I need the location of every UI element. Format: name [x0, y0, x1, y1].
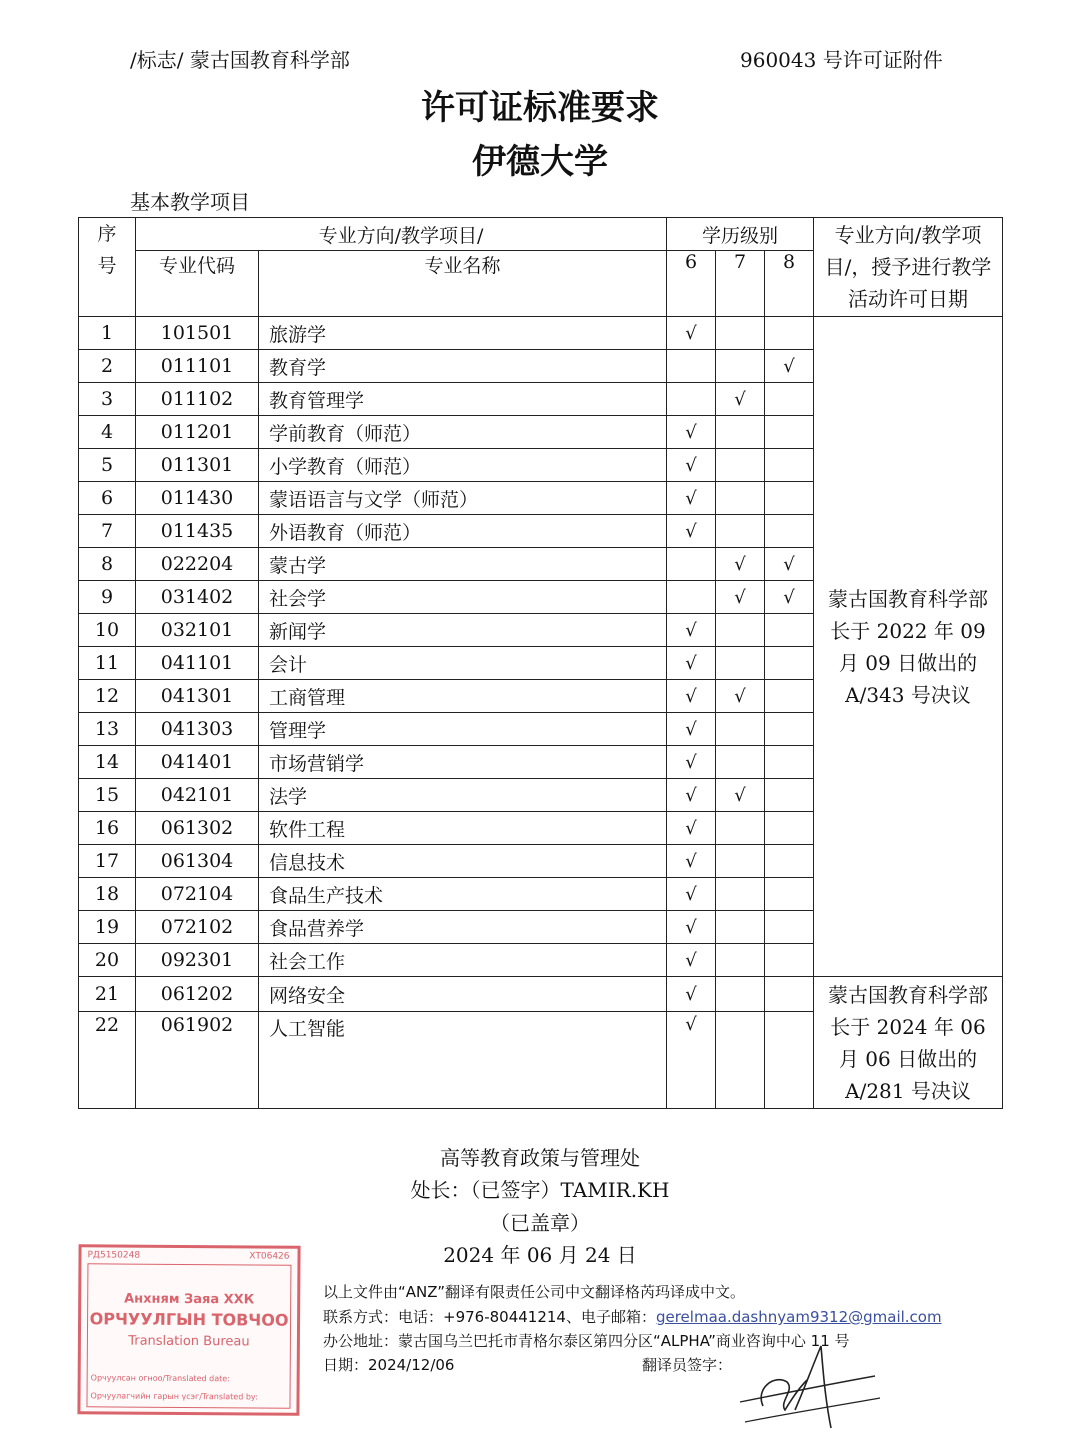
row-code: 061302 — [136, 812, 259, 845]
header-left: /标志/ 蒙古国教育科学部 — [130, 48, 350, 72]
stamp-company: Анхням Заяа ХХК — [124, 1291, 255, 1308]
contact-label: 联系方式：电话：+976-80441214、电子邮箱： — [323, 1308, 656, 1326]
stamp-date-line: Орчуулсан огноо/Translated date: — [90, 1373, 230, 1384]
row-code: 011102 — [136, 383, 259, 416]
row-code: 031402 — [136, 581, 259, 614]
university-name: 伊德大学 — [472, 142, 608, 182]
row-name: 小学教育（师范） — [259, 449, 667, 482]
row-level-6: √ — [667, 317, 716, 350]
row-name: 新闻学 — [259, 614, 667, 647]
row-level-6: √ — [667, 515, 716, 548]
row-level-8 — [765, 680, 814, 713]
translation-contact — [323, 1306, 942, 1327]
row-level-8 — [765, 449, 814, 482]
row-level-7 — [716, 614, 765, 647]
row-level-6: √ — [667, 845, 716, 878]
row-code: 011430 — [136, 482, 259, 515]
stamp-num-right: ХТ06426 — [249, 1251, 290, 1262]
row-no: 20 — [79, 944, 136, 977]
row-level-7 — [716, 416, 765, 449]
row-level-8 — [765, 515, 814, 548]
email-link[interactable]: gerelmaa.dashnyam9312@gmail.com — [655, 1308, 942, 1326]
row-code: 101501 — [136, 317, 259, 350]
row-name: 蒙古学 — [259, 548, 667, 581]
row-no: 13 — [79, 713, 136, 746]
row-level-6: √ — [667, 680, 716, 713]
section-label: 基本教学项目 — [130, 190, 250, 214]
row-no: 17 — [79, 845, 136, 878]
translation-date: 日期：2024/12/06 — [323, 1356, 455, 1374]
row-code: 022204 — [136, 548, 259, 581]
row-no: 11 — [79, 647, 136, 680]
header-no-line2: 号 — [97, 255, 117, 277]
row-level-8 — [765, 317, 814, 350]
row-code: 032101 — [136, 614, 259, 647]
row-name: 会计 — [259, 647, 667, 680]
approval-date-group-1: 蒙古国教育科学部长于 2022 年 09 月 09 日做出的 A/343 号决议 — [814, 317, 1003, 977]
translation-stamp — [77, 1244, 300, 1416]
header-name: 专业名称 — [259, 251, 667, 317]
approval-date-group-2: 蒙古国教育科学部长于 2024 年 06 月 06 日做出的 A/281 号决议 — [814, 977, 1003, 1109]
header-date: 专业方向/教学项目/，授予进行教学活动许可日期 — [814, 218, 1003, 317]
row-level-7 — [716, 482, 765, 515]
row-level-8 — [765, 746, 814, 779]
row-level-7: √ — [716, 548, 765, 581]
row-level-6 — [667, 581, 716, 614]
footer-date: 2024 年 06 月 24 日 — [443, 1243, 637, 1267]
signer-label: 翻译员签字： — [642, 1356, 733, 1374]
row-level-7 — [716, 812, 765, 845]
row-code: 041401 — [136, 746, 259, 779]
row-level-8 — [765, 416, 814, 449]
row-code: 041101 — [136, 647, 259, 680]
row-level-8: √ — [765, 581, 814, 614]
document-title: 许可证标准要求 — [421, 88, 659, 128]
row-level-8: √ — [765, 350, 814, 383]
footer-sealed: （已盖章） — [490, 1211, 590, 1235]
row-level-7: √ — [716, 581, 765, 614]
row-code: 011435 — [136, 515, 259, 548]
row-level-8 — [765, 944, 814, 977]
row-level-8 — [765, 383, 814, 416]
row-name: 社会工作 — [259, 944, 667, 977]
row-level-7 — [716, 911, 765, 944]
header-no-line1: 序 — [97, 223, 117, 245]
row-name: 法学 — [259, 779, 667, 812]
row-name: 市场营销学 — [259, 746, 667, 779]
row-level-6 — [667, 548, 716, 581]
row-level-7 — [716, 878, 765, 911]
row-no: 22 — [79, 1012, 136, 1109]
row-level-8 — [765, 482, 814, 515]
row-level-6: √ — [667, 713, 716, 746]
row-code: 072104 — [136, 878, 259, 911]
row-name: 食品营养学 — [259, 911, 667, 944]
row-level-8 — [765, 713, 814, 746]
row-code: 011101 — [136, 350, 259, 383]
row-level-7 — [716, 449, 765, 482]
row-no: 15 — [79, 779, 136, 812]
row-level-6 — [667, 350, 716, 383]
row-code: 042101 — [136, 779, 259, 812]
row-level-6: √ — [667, 1012, 716, 1109]
header-right: 960043 号许可证附件 — [740, 48, 943, 72]
table-row — [79, 317, 1003, 350]
row-no: 16 — [79, 812, 136, 845]
row-name: 信息技术 — [259, 845, 667, 878]
row-no: 9 — [79, 581, 136, 614]
translation-note: 以上文件由“ANZ”翻译有限责任公司中文翻译格芮玛译成中文。 — [323, 1283, 746, 1301]
row-level-8 — [765, 845, 814, 878]
row-level-6: √ — [667, 647, 716, 680]
row-code: 061202 — [136, 977, 259, 1012]
row-name: 网络安全 — [259, 977, 667, 1012]
row-level-6: √ — [667, 812, 716, 845]
row-level-8 — [765, 911, 814, 944]
row-no: 6 — [79, 482, 136, 515]
row-level-6: √ — [667, 614, 716, 647]
row-level-8 — [765, 779, 814, 812]
translator-signature — [735, 1340, 885, 1435]
row-name: 管理学 — [259, 713, 667, 746]
row-level-7 — [716, 515, 765, 548]
row-level-6: √ — [667, 944, 716, 977]
row-level-8 — [765, 878, 814, 911]
row-code: 041303 — [136, 713, 259, 746]
row-no: 3 — [79, 383, 136, 416]
translation-address: 办公地址：蒙古国乌兰巴托市青格尔泰区第四分区“ALPHA”商业咨询中心 11 号 — [323, 1332, 850, 1350]
header-level-8: 8 — [765, 251, 814, 317]
row-level-7 — [716, 317, 765, 350]
header-level: 学历级别 — [667, 218, 814, 251]
stamp-bureau-mn: ОРЧУУЛГЫН ТОВЧОО — [89, 1309, 289, 1330]
row-no: 10 — [79, 614, 136, 647]
row-no: 19 — [79, 911, 136, 944]
row-name: 外语教育（师范） — [259, 515, 667, 548]
row-level-7 — [716, 1012, 765, 1109]
row-no: 18 — [79, 878, 136, 911]
row-level-6: √ — [667, 482, 716, 515]
row-level-6: √ — [667, 779, 716, 812]
row-code: 061902 — [136, 1012, 259, 1109]
row-level-6: √ — [667, 746, 716, 779]
row-no: 21 — [79, 977, 136, 1012]
table-header-row — [79, 218, 1003, 251]
row-code: 011301 — [136, 449, 259, 482]
row-name: 食品生产技术 — [259, 878, 667, 911]
footer-dept: 高等教育政策与管理处 — [440, 1146, 640, 1170]
header-no — [79, 218, 136, 317]
row-code: 011201 — [136, 416, 259, 449]
row-level-7 — [716, 944, 765, 977]
stamp-by-line: Орчуулагчийн гарын үсэг/Translated by: — [90, 1391, 258, 1402]
row-name: 教育管理学 — [259, 383, 667, 416]
row-no: 12 — [79, 680, 136, 713]
row-level-7 — [716, 647, 765, 680]
stamp-num-left: РД5150248 — [87, 1250, 141, 1261]
footer-head: 处长：（已签字）TAMIR.KH — [410, 1178, 670, 1202]
row-level-7 — [716, 977, 765, 1012]
header-code: 专业代码 — [136, 251, 259, 317]
row-name: 工商管理 — [259, 680, 667, 713]
row-name: 社会学 — [259, 581, 667, 614]
row-level-8: √ — [765, 548, 814, 581]
row-name: 软件工程 — [259, 812, 667, 845]
row-level-8 — [765, 812, 814, 845]
program-table — [78, 217, 1003, 1109]
row-level-8 — [765, 1012, 814, 1109]
header-program: 专业方向/教学项目/ — [136, 218, 667, 251]
row-code: 092301 — [136, 944, 259, 977]
row-level-7: √ — [716, 383, 765, 416]
row-code: 041301 — [136, 680, 259, 713]
row-code: 072102 — [136, 911, 259, 944]
row-code: 061304 — [136, 845, 259, 878]
row-level-8 — [765, 647, 814, 680]
row-name: 教育学 — [259, 350, 667, 383]
row-no: 5 — [79, 449, 136, 482]
row-level-6: √ — [667, 449, 716, 482]
row-name: 学前教育（师范） — [259, 416, 667, 449]
row-level-6: √ — [667, 977, 716, 1012]
row-no: 14 — [79, 746, 136, 779]
row-level-7 — [716, 350, 765, 383]
stamp-bureau-en: Translation Bureau — [128, 1333, 250, 1350]
row-level-7: √ — [716, 779, 765, 812]
row-level-6: √ — [667, 878, 716, 911]
row-no: 8 — [79, 548, 136, 581]
row-name: 蒙语语言与文学（师范） — [259, 482, 667, 515]
row-level-6: √ — [667, 416, 716, 449]
row-level-7 — [716, 746, 765, 779]
row-level-7 — [716, 713, 765, 746]
row-level-8 — [765, 614, 814, 647]
table-row — [79, 977, 1003, 1012]
row-level-8 — [765, 977, 814, 1012]
header-level-7: 7 — [716, 251, 765, 317]
row-no: 7 — [79, 515, 136, 548]
row-no: 2 — [79, 350, 136, 383]
row-no: 1 — [79, 317, 136, 350]
row-level-7 — [716, 845, 765, 878]
row-name: 人工智能 — [259, 1012, 667, 1109]
row-no: 4 — [79, 416, 136, 449]
row-name: 旅游学 — [259, 317, 667, 350]
row-level-6: √ — [667, 911, 716, 944]
row-level-7: √ — [716, 680, 765, 713]
header-level-6: 6 — [667, 251, 716, 317]
row-level-6 — [667, 383, 716, 416]
